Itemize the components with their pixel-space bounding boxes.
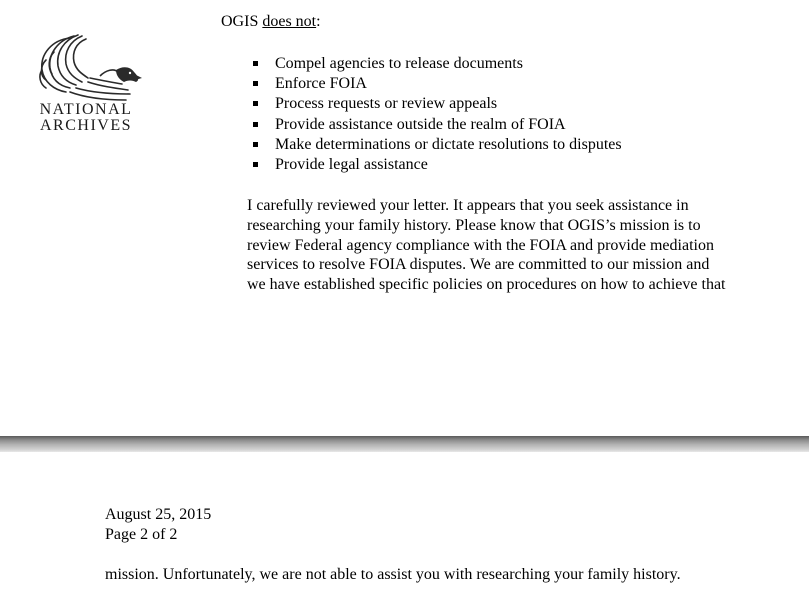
- page-break-divider: [0, 436, 809, 452]
- paragraph-line: researching your family history. Please know that OGIS’s mission is to: [247, 216, 701, 234]
- list-item-text: Enforce FOIA: [275, 75, 367, 93]
- paragraph-line: review Federal agency compliance with the FOIA and provide mediation: [247, 236, 714, 254]
- bullet-square-icon: [253, 142, 258, 147]
- paragraph-line: services to resolve FOIA disputes. We are committed to our mission and: [247, 256, 710, 274]
- national-archives-logo: [26, 30, 146, 140]
- letter-date: August 25, 2015: [105, 506, 212, 523]
- logo-text-archives: ARCHIVES: [39, 117, 132, 134]
- body-paragraph: [247, 196, 797, 295]
- list-item: [250, 155, 622, 175]
- bullet-square-icon: [253, 101, 258, 106]
- heading-suffix: :: [316, 13, 321, 30]
- paragraph-line: I carefully reviewed your letter. It appears that you seek assistance in: [247, 197, 689, 214]
- heading-emphasis: does not: [262, 13, 317, 30]
- list-item-text: Provide legal assistance: [275, 156, 428, 174]
- list-item-text: Provide assistance outside the realm of FOIA: [275, 115, 566, 133]
- list-item: [250, 54, 622, 74]
- bullet-square-icon: [253, 81, 258, 86]
- list-item-text: Compel agencies to release documents: [275, 55, 523, 72]
- bullet-square-icon: [253, 61, 258, 66]
- list-item: [250, 135, 622, 155]
- list-item: [250, 74, 622, 94]
- section-heading: [221, 12, 321, 32]
- list-item: [250, 94, 622, 114]
- list-item-text: Make determinations or dictate resolutions to disputes: [275, 135, 622, 153]
- paragraph-line: we have established specific policies on procedures on how to achieve that: [247, 276, 726, 294]
- logo-text-national: NATIONAL: [39, 101, 133, 118]
- continued-paragraph: mission. Unfortunately, we are not able to assist you with researching your family history.: [105, 566, 681, 583]
- limitations-list: [250, 54, 622, 175]
- page-number: Page 2 of 2: [105, 526, 178, 543]
- page-2: [0, 452, 809, 592]
- bullet-square-icon: [253, 162, 258, 167]
- bullet-square-icon: [253, 122, 258, 127]
- heading-prefix: OGIS: [221, 13, 263, 30]
- list-item-text: Process requests or review appeals: [275, 95, 498, 113]
- eagle-icon: [30, 30, 142, 104]
- list-item: [250, 115, 622, 135]
